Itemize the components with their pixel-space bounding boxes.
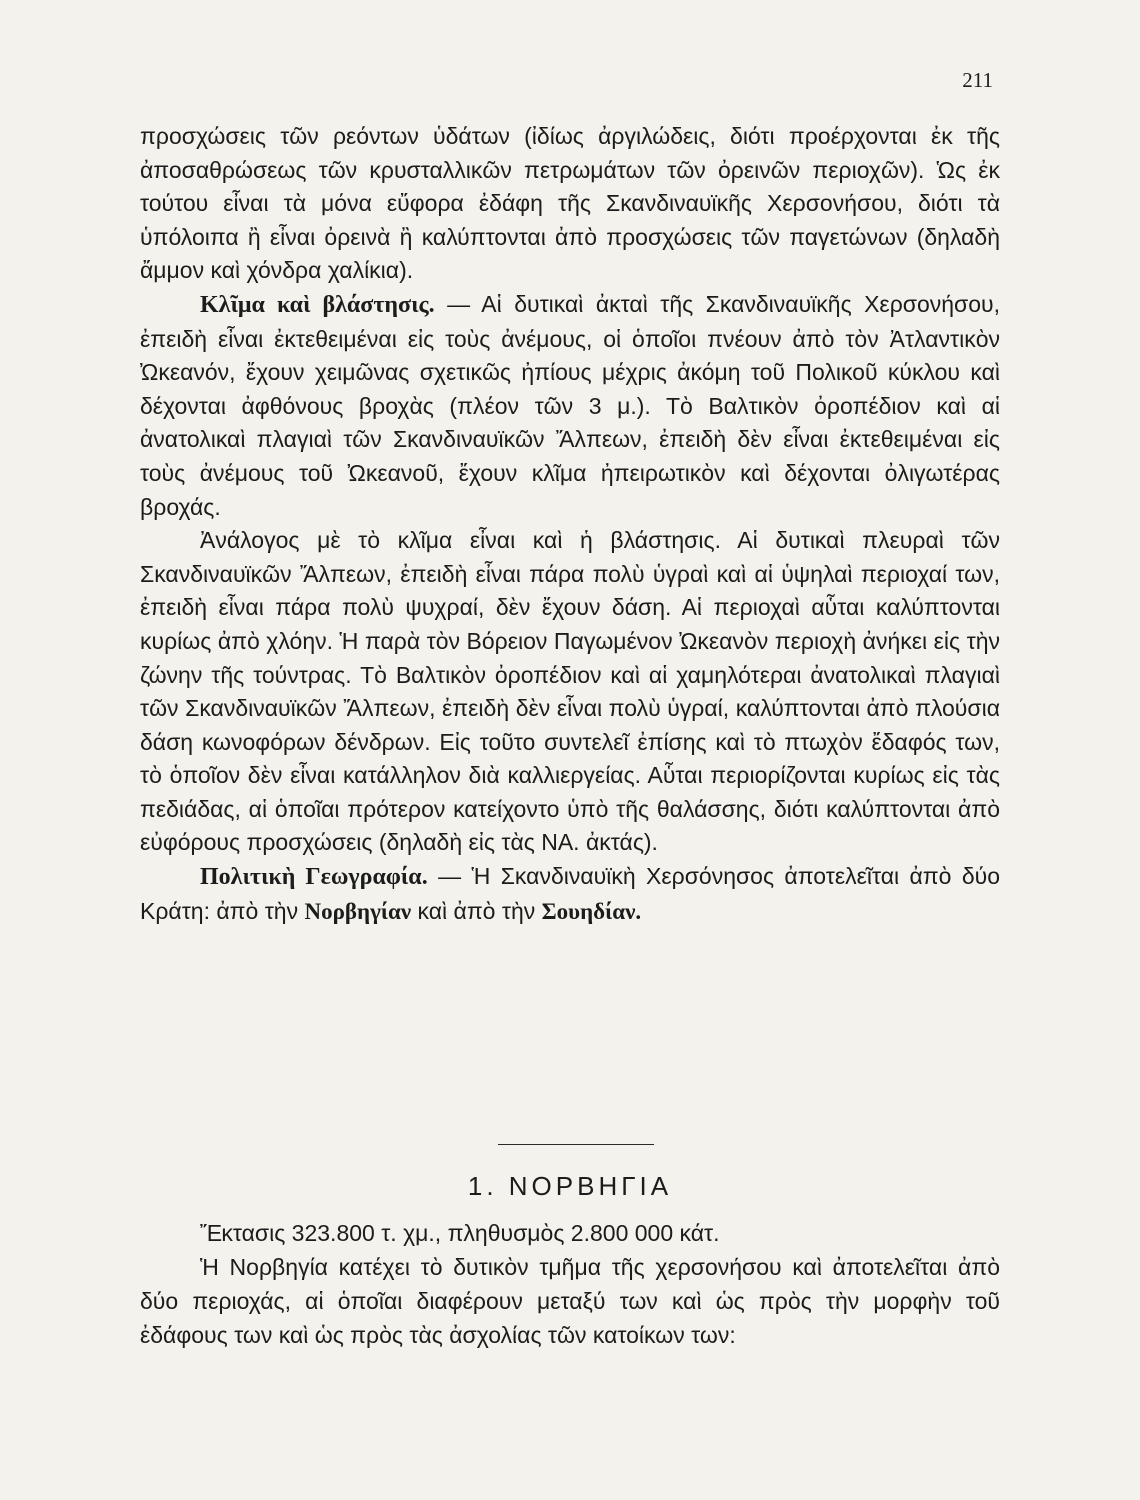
norway-term: Νορβηγίαν xyxy=(304,898,412,924)
section-title-norway: 1. ΝΟΡΒΗΓΙΑ xyxy=(467,1171,673,1201)
page-number: 211 xyxy=(962,68,993,92)
sweden-term: Σουηδίαν. xyxy=(541,898,642,924)
paragraph-political-geography xyxy=(140,860,1000,928)
main-text-block xyxy=(140,120,1000,928)
political-geography-text-a: — Ἡ Σκανδιναυϊκὴ Χερσόνησος ἀποτελεῖται ἀπὸ δύο Κράτη: ἀπὸ τὴν xyxy=(140,863,1001,924)
climate-vegetation-text: — Αἱ δυτικαὶ ἀκταὶ τῆς Σκανδιναυϊκῆς Χερσονήσου, ἐπειδὴ εἶναι ἐκτεθειμέναι εἰς τοὺς ἀνέμους, οἱ ὁποῖοι πνέουν ἀπὸ τὸν Ἀτλαντικὸν Ὠκεανόν, ἔχουν χειμῶνας σχετικῶς ἠπίους μέχρις ἀκόμη τοῦ Πολικοῦ κύκλου καὶ δέχονται ἀφθόνους βροχὰς (πλέον τῶν 3 μ.). Τὸ Βαλτικὸν ὀροπέδιον καὶ αἱ ἀνατολικαὶ πλαγιαὶ τῶν Σκανδιναυϊκῶν Ἄλπεων, ἐπειδὴ δὲν εἶναι ἐκτεθειμέναι εἰς τοὺς ἀνέμους τοῦ Ὠκεανοῦ, ἔχουν κλῖμα ἠπειρωτικὸν καὶ δέχονται ὀλιγωτέρας βροχάς. xyxy=(140,290,1001,520)
paragraph-norway-intro: Ἡ Νορβηγία κατέχει τὸ δυτικὸν τμῆμα τῆς χερσονήσου καὶ ἀποτελεῖται ἀπὸ δύο περιοχάς, αἱ ὁποῖαι διαφέρουν μεταξύ των καὶ ὡς πρὸς τὴν μορφὴν τοῦ ἐδάφους των καὶ ὡς πρὸς τὰς ἀσχολίας τῶν κατοίκων των: xyxy=(140,1254,1000,1348)
norway-text-block xyxy=(140,1216,1000,1352)
paragraph-vegetation: Ἀνάλογος μὲ τὸ κλῖμα εἶναι καὶ ἡ βλάστησις. Αἱ δυτικαὶ πλευραὶ τῶν Σκανδιναυϊκῶν Ἄλπεων, ἐπειδὴ εἶναι πάρα πολὺ ὑγραὶ καὶ αἱ ὑψηλαὶ περιοχαί των, ἐπειδὴ εἶναι πάρα πολὺ ψυχραί, δὲν ἔχουν δάση. Αἱ περιοχαὶ αὗται καλύπτονται κυρίως ἀπὸ χλόην. Ἡ παρὰ τὸν Βόρειον Παγωμένον Ὠκεανὸν περιοχὴ ἀνήκει εἰς τὴν ζώνην τῆς τούντρας. Τὸ Βαλτικὸν ὀροπέδιον καὶ αἱ χαμηλότεραι ἀνατολικαὶ πλαγιαὶ τῶν Σκανδιναυϊκῶν Ἄλπεων, ἐπειδὴ δὲν εἶναι πολὺ ὑγραί, καλύπτονται ἀπὸ πλούσια δάση κωνοφόρων δένδρων. Εἰς τοῦτο συντελεῖ ἐπίσης καὶ τὸ πτωχὸν ἔδαφός των, τὸ ὁποῖον δὲν εἶναι κατάλληλον διὰ καλλιεργείας. Αὗται περιορίζονται κυρίως εἰς τὰς πεδιάδας, αἱ ὁποῖαι πρότερον κατείχοντο ὑπὸ τῆς θαλάσσης, διότι καλύπτονται ἀπὸ εὐφόρους προσχώσεις (δηλαδὴ εἰς τὰς ΝΑ. ἀκτάς). xyxy=(140,527,1000,856)
paragraph-climate-vegetation xyxy=(140,288,1000,524)
paragraph-alluvial-soils: προσχώσεις τῶν ρεόντων ὑδάτων (ἰδίως ἀργιλώδεις, διότι προέρχονται ἐκ τῆς ἀποσαθρώσεως τῶν κρυσταλλικῶν πετρωμάτων τῶν ὀρεινῶν περιοχῶν). Ὡς ἐκ τούτου εἶναι τὰ μόνα εὔφορα ἐδάφη τῆς Σκανδιναυϊκῆς Χερσονήσου, διότι τὰ ὑπόλοιπα ἢ εἶναι ὀρεινὰ ἢ καλύπτονται ἀπὸ προσχώσεις τῶν παγετώνων (δηλαδὴ ἄμμον καὶ χόνδρα χαλίκια). xyxy=(140,123,1000,284)
political-geography-text-b: καὶ ἀπὸ τὴν xyxy=(411,897,542,924)
paragraph-norway-stats: Ἔκτασις 323.800 τ. χμ., πληθυσμὸς 2.800 000 κάτ. xyxy=(200,1220,720,1246)
climate-vegetation-heading: Κλῖμα καὶ βλάστησις. xyxy=(200,291,435,318)
political-geography-heading: Πολιτικὴ Γεωγραφία. xyxy=(200,864,428,891)
section-divider xyxy=(498,1144,654,1145)
